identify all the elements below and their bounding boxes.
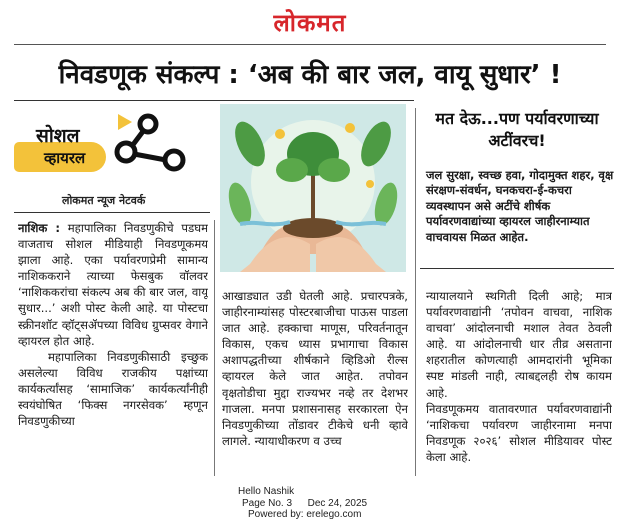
column3-para2: निवडणूकमय वातावरणात पर्यावरणवाद्यांनी ‘नाशिकचा पर्यावरण जाहीरनामा मनपा निवडणूक २०२६’ सोशल मीडियावर पोस्ट केला आहे. [426, 401, 612, 464]
article-column-1 [18, 220, 208, 478]
environment-illustration [220, 104, 406, 272]
sidebar-headline: मत देऊ...पण पर्यावरणाच्या अटींवरच! [435, 109, 599, 150]
page-headline: निवडणूक संकल्प : ‘अब की बार जल, वायू सुधार’ ! [58, 60, 562, 90]
byline: लोकमत न्यूज नेटवर्क [62, 194, 146, 207]
lokmat-logo: लोकमत [273, 9, 347, 37]
sidebar-rule [420, 268, 614, 269]
badge-word-viral: व्हायरल [44, 149, 86, 167]
column1-para1: महापालिका निवडणुकीचे पडघम वाजताच सोशल मीडियाही निवडणूकमय झाला आहे. एका पर्यावरणप्रेमी सामान्य नाशिककराने त्याच्या फेसबुक वॉलवर ‘नाशिककरांचा संकल्प अब की बार जल, वायू सुधार...’ अशी पोस्ट केली आहे. या पोस्टचा स्क्रीनशॉट व्हॉट्सॲपच्या विविध ग्रुप्सवर वेगाने व्हायरल होत आहे. [18, 221, 208, 348]
byline-rule [14, 212, 210, 213]
footer-powered-by[interactable]: Powered by: erelego.com [248, 509, 362, 520]
footer-edition: Hello Nashik [238, 486, 295, 497]
column1-para2: महापालिका निवडणुकीसाठी इच्छुक असलेल्या विविध राजकीय पक्षांच्या कार्यकर्त्यांसह ‘सामाजिक’ कार्यकर्त्यांनीही स्वयंघोषित ‘फिक्स नगरसेवक’ म्हणून निवडणुकीच्या [18, 349, 208, 429]
dateline: नाशिक : [18, 221, 60, 235]
footer-page-number: Page No. 3 [242, 497, 293, 509]
headline-rule [14, 100, 414, 101]
page-footer [226, 486, 406, 521]
share-icon [112, 112, 192, 176]
column-divider-2 [415, 108, 416, 476]
social-viral-badge [14, 112, 186, 182]
masthead-rule [14, 44, 606, 45]
sidebar-body: जल सुरक्षा, स्वच्छ हवा, गोदामुक्त शहर, वृक्ष संरक्षण-संवर्धन, घनकचरा-ई-कचरा व्यवस्थापन असे अटींचे शीर्षक पर्यावरणवाद्यांच्या व्हायरल जाहीरनाम्यात वाचवायस मिळत आहेत. [426, 168, 614, 244]
column-divider-1 [214, 220, 215, 476]
footer-date: Dec 24, 2025 [307, 497, 368, 509]
article-column-3 [426, 288, 612, 478]
column3-para1: न्यायालयाने स्थगिती दिली आहे; मात्र पर्यावरणवाद्यांनी ‘तपोवन वाचवा, नाशिक वाचवा’ आंदोलनाची मशाल तेवत ठेवली आहे. या आंदोलनाची धार तीव्र असताना शहरातील कोणत्याही आमदारांनी भूमिका स्पष्ट मांडली नाही, त्याबद्दलही रोष कायम आहे. [426, 289, 612, 400]
badge-word-social: सोशल [36, 125, 80, 147]
column2-text: आखाड्यात उडी घेतली आहे. प्रचारपत्रके, जाहीरनाम्यांसह पोस्टरबाजीचा पाऊस पाडला जात आहे. हक्काचा माणूस, परिवर्तनातून विकास, एकच ध्यास प्रभागाचा विकास अशापद्धतीच्या शीर्षकाने व्हिडिओ रील्स व्हायरल केले जात आहेत. तपोवन वृक्षतोडीचा मुद्दा राज्यभर नव्हे तर देशभर गाजला. मनपा प्रशासनासह सरकारला ऐन निवडणुकीच्या तोंडावर टीकेचे धनी व्हावे लागले. न्यायाधीकरण व उच्च [222, 289, 408, 448]
masthead [0, 0, 620, 42]
article-column-2 [222, 288, 408, 478]
